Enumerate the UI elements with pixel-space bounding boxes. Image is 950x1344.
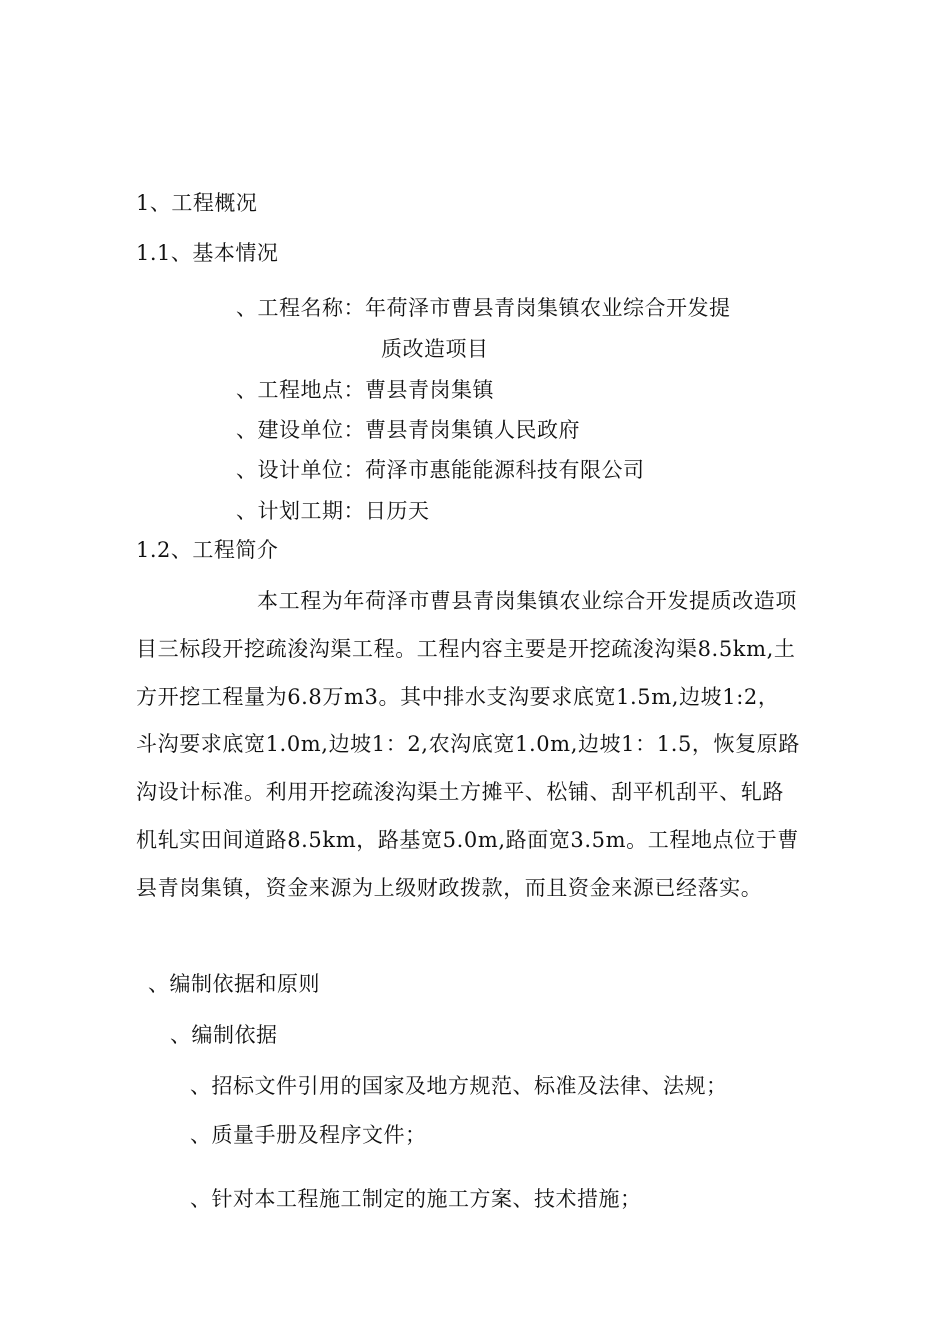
list-item-tender-documents: 、招标文件引用的国家及地方规范、标准及法律、法规； — [190, 1074, 728, 1098]
paragraph-line: 县青岗集镇，资金来源为上级财政拨款，而且资金来源已经落实。 — [136, 875, 763, 900]
subsection-heading-basic-info: 1.1、基本情况 — [136, 241, 279, 265]
paragraph-line: 斗沟要求底宽1.0m,边坡1：2,农沟底宽1.0m,边坡1：1.5，恢复原路 — [136, 732, 800, 757]
list-item-construction-unit: 、建设单位：曹县青岗集镇人民政府 — [236, 418, 580, 442]
list-item-planned-duration: 、计划工期：日历天 — [236, 499, 430, 523]
list-item-project-name: 、工程名称：年荷泽市曹县青岗集镇农业综合开发提 — [236, 296, 731, 320]
list-item-quality-manual: 、质量手册及程序文件； — [190, 1123, 427, 1147]
paragraph-line: 方开挖工程量为6.8万m3。其中排水支沟要求底宽1.5m,边坡1:2， — [136, 684, 780, 709]
section-heading-project-overview: 1、工程概况 — [136, 191, 258, 215]
paragraph-line: 目三标段开挖疏浚沟渠工程。工程内容主要是开挖疏浚沟渠8.5km,土 — [136, 636, 796, 661]
section-heading-compilation-basis: 、编制依据和原则 — [148, 972, 320, 996]
project-intro-paragraph — [136, 578, 826, 913]
list-item-project-name-continued: 质改造项目 — [381, 337, 489, 361]
paragraph-line: 机轧实田间道路8.5km，路基宽5.0m,路面宽3.5m。工程地点位于曹 — [136, 827, 799, 852]
subsection-heading-project-intro: 1.2、工程简介 — [136, 538, 279, 562]
subsection-heading-basis: 、编制依据 — [170, 1023, 278, 1047]
paragraph-line: 沟设计标准。利用开挖疏浚沟渠土方摊平、松铺、刮平机刮平、轧路 — [136, 780, 784, 805]
list-item-project-location: 、工程地点：曹县青岗集镇 — [236, 378, 494, 402]
paragraph-line: 本工程为年荷泽市曹县青岗集镇农业综合开发提质改造项 — [257, 589, 797, 613]
list-item-construction-plan: 、针对本工程施工制定的施工方案、技术措施； — [190, 1187, 642, 1211]
list-item-design-unit: 、设计单位：荷泽市惠能能源科技有限公司 — [236, 458, 645, 482]
